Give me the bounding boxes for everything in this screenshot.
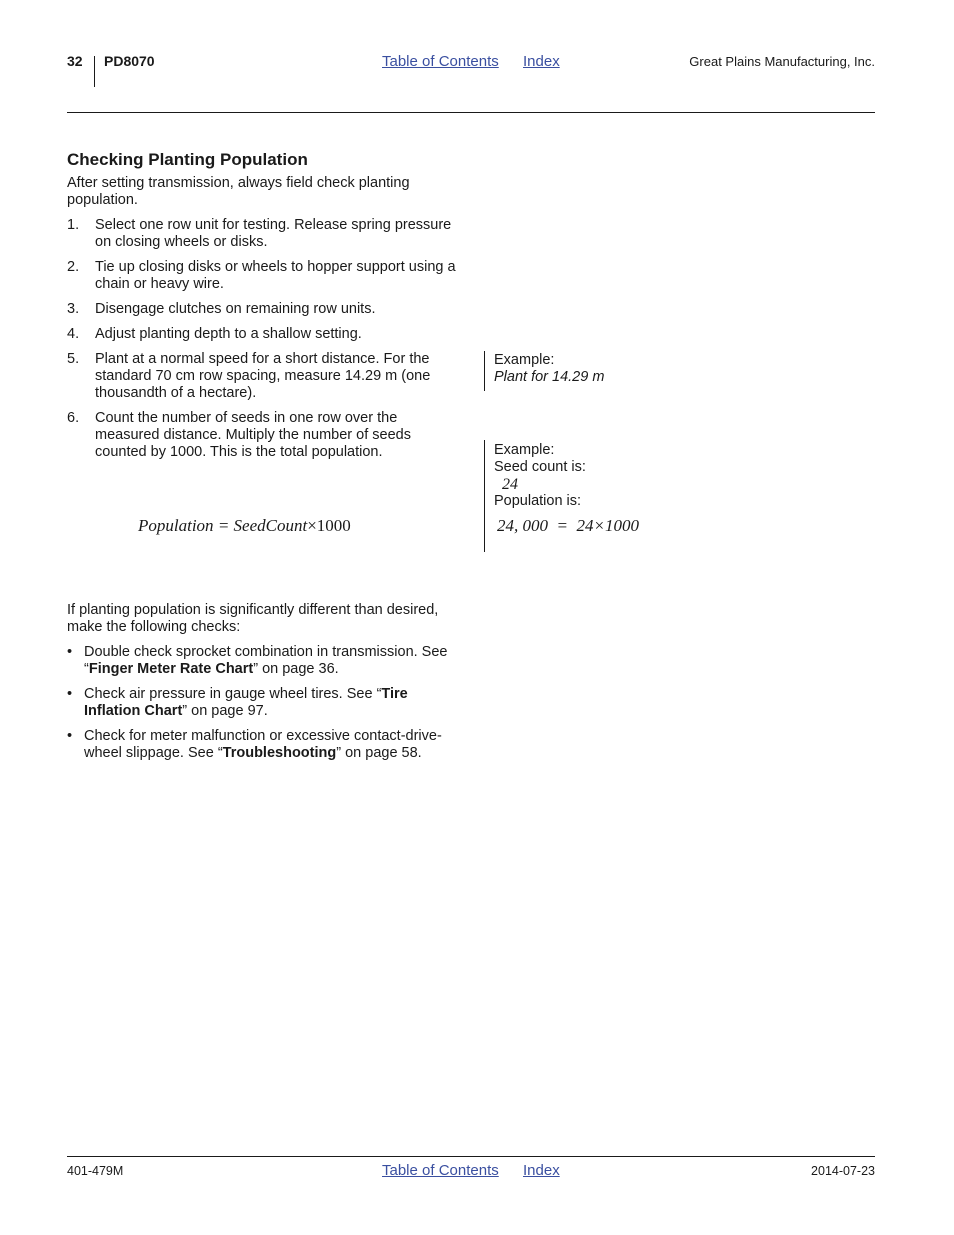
bullet-icon: • — [67, 644, 73, 660]
example-times: × — [593, 516, 605, 535]
example-factor: 1000 — [604, 516, 639, 535]
example-label: Example: — [494, 352, 555, 368]
population-formula — [138, 516, 351, 536]
footer-toc-link[interactable]: Table of Contents — [382, 1162, 499, 1179]
step-text: Disengage clutches on remaining row units. — [95, 301, 376, 317]
intro-paragraph: After setting transmission, always field check planting population. — [67, 175, 410, 208]
header-divider — [94, 56, 95, 87]
step-2 — [67, 259, 467, 293]
bullet-icon: • — [67, 728, 73, 744]
bullet-icon: • — [67, 686, 73, 702]
step-text: Tie up closing disks or wheels to hopper support using a chain or heavy wire. — [95, 259, 456, 292]
example-eq: = — [556, 516, 568, 535]
footer-rule — [67, 1156, 875, 1157]
example-label: Example: — [494, 442, 555, 458]
section-title: Checking Planting Population — [67, 150, 308, 169]
example-result: 24, 000 — [497, 516, 548, 535]
step-number: 4. — [67, 326, 80, 342]
page-number: 32 — [67, 53, 83, 69]
example-1 — [494, 352, 604, 386]
seed-count-value: 24 — [502, 476, 518, 493]
step-number: 6. — [67, 410, 80, 426]
header-rule — [67, 112, 875, 113]
formula-eq: = — [217, 516, 230, 535]
step-text: Adjust planting depth to a shallow setting. — [95, 326, 362, 342]
step-text: Plant at a normal speed for a short distance. For the standard 70 cm row spacing, measure 14.29 m (one thousandth of a hectare). — [95, 351, 431, 401]
check-reference[interactable]: Tire Inflation Chart — [84, 686, 408, 719]
check-item-2 — [67, 686, 467, 720]
doc-number: 401-479M — [67, 1164, 124, 1178]
checks-intro: If planting population is significantly different than desired, make the following checks: — [67, 602, 439, 635]
doc-date: 2014-07-23 — [811, 1164, 875, 1178]
check-text: Check for meter malfunction or excessive contact-drive-wheel slippage. See “Troubleshooting” on page 58. — [84, 728, 442, 761]
step-number: 1. — [67, 217, 80, 233]
example-count: 24 — [576, 516, 594, 535]
formula-lhs: Population — [138, 516, 214, 535]
check-reference[interactable]: Troubleshooting — [222, 745, 337, 761]
check-text: Double check sprocket combination in transmission. See “Finger Meter Rate Chart” on page 36. — [84, 644, 448, 677]
step-6 — [67, 410, 467, 461]
step-text: Count the number of seeds in one row over the measured distance. Multiply the number of seeds counted by 1000. This is the total population. — [95, 410, 411, 460]
formula-times: × — [307, 516, 317, 535]
header-index-link[interactable]: Index — [523, 53, 560, 70]
step-4 — [67, 326, 467, 343]
example-text: Plant for 14.29 m — [494, 369, 605, 385]
example-2 — [494, 442, 586, 510]
step-number: 3. — [67, 301, 80, 317]
seed-count-label: Seed count is: — [494, 459, 586, 475]
footer-index-link[interactable]: Index — [523, 1162, 560, 1179]
check-item-1 — [67, 644, 467, 678]
check-item-3 — [67, 728, 467, 762]
step-number: 2. — [67, 259, 80, 275]
company-name: Great Plains Manufacturing, Inc. — [689, 54, 875, 69]
check-reference[interactable]: Finger Meter Rate Chart — [88, 661, 254, 677]
formula-term: SeedCount — [233, 516, 308, 535]
population-label: Population is: — [494, 493, 582, 509]
formula-factor: 1000 — [316, 516, 351, 535]
header-toc-link[interactable]: Table of Contents — [382, 53, 499, 70]
step-1 — [67, 217, 467, 251]
example-formula — [497, 516, 639, 536]
example-1-bar — [484, 351, 485, 391]
step-3 — [67, 301, 467, 318]
step-5 — [67, 351, 467, 402]
step-text: Select one row unit for testing. Release spring pressure on closing wheels or disks. — [95, 217, 452, 250]
example-2-bar — [484, 440, 485, 552]
model-name: PD8070 — [104, 53, 155, 69]
step-number: 5. — [67, 351, 80, 367]
check-text: Check air pressure in gauge wheel tires. See “Tire Inflation Chart” on page 97. — [84, 686, 408, 719]
